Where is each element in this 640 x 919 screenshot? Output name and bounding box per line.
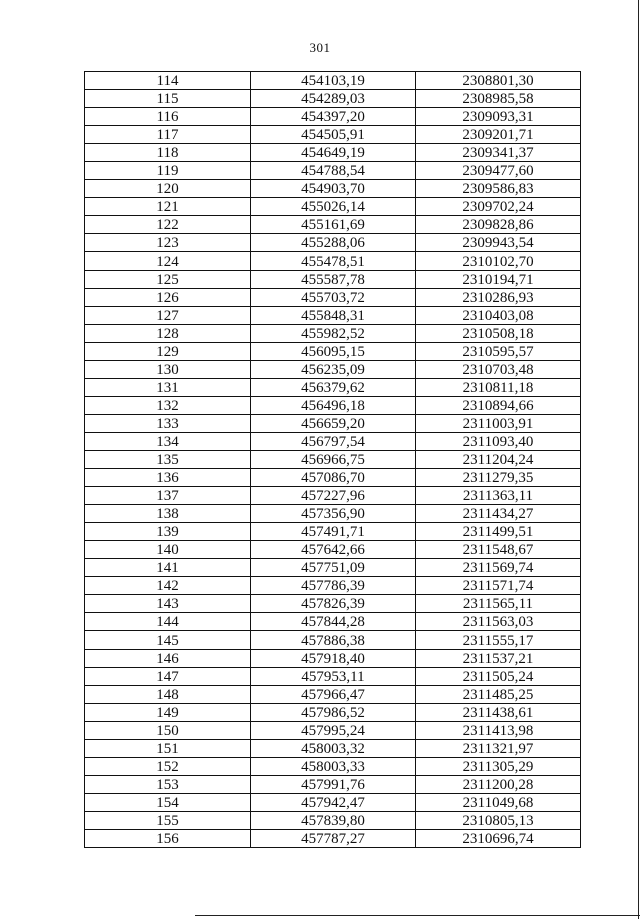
x-coordinate-cell: 455478,51 [251,252,416,270]
table-row [85,108,581,126]
y-coordinate-cell: 2311279,35 [416,469,581,487]
x-coordinate-cell: 457826,39 [251,595,416,613]
x-coordinate-cell: 457786,39 [251,577,416,595]
table-row [85,198,581,216]
y-coordinate-cell: 2311321,97 [416,739,581,757]
x-coordinate-cell: 454289,03 [251,90,416,108]
table-row [85,775,581,793]
point-number-cell: 149 [85,703,251,721]
y-coordinate-cell: 2311563,03 [416,613,581,631]
point-number-cell: 146 [85,649,251,667]
table-row [85,559,581,577]
x-coordinate-cell: 457491,71 [251,523,416,541]
table-row [85,793,581,811]
table-row [85,739,581,757]
x-coordinate-cell: 457086,70 [251,469,416,487]
y-coordinate-cell: 2311093,40 [416,432,581,450]
y-coordinate-cell: 2310508,18 [416,324,581,342]
x-coordinate-cell: 454397,20 [251,108,416,126]
point-number-cell: 148 [85,685,251,703]
x-coordinate-cell: 455587,78 [251,270,416,288]
table-row [85,378,581,396]
point-number-cell: 121 [85,198,251,216]
y-coordinate-cell: 2311049,68 [416,793,581,811]
table-row [85,811,581,829]
table-row [85,396,581,414]
point-number-cell: 135 [85,450,251,468]
y-coordinate-cell: 2310403,08 [416,306,581,324]
point-number-cell: 119 [85,162,251,180]
x-coordinate-cell: 458003,33 [251,757,416,775]
point-number-cell: 136 [85,469,251,487]
y-coordinate-cell: 2309586,83 [416,180,581,198]
x-coordinate-cell: 455848,31 [251,306,416,324]
x-coordinate-cell: 458003,32 [251,739,416,757]
y-coordinate-cell: 2311485,25 [416,685,581,703]
x-coordinate-cell: 455161,69 [251,216,416,234]
point-number-cell: 129 [85,342,251,360]
point-number-cell: 134 [85,432,251,450]
x-coordinate-cell: 454505,91 [251,126,416,144]
y-coordinate-cell: 2310595,57 [416,342,581,360]
x-coordinate-cell: 457918,40 [251,649,416,667]
point-number-cell: 125 [85,270,251,288]
point-number-cell: 118 [85,144,251,162]
x-coordinate-cell: 456797,54 [251,432,416,450]
y-coordinate-cell: 2311434,27 [416,505,581,523]
table-row [85,649,581,667]
x-coordinate-cell: 457886,38 [251,631,416,649]
point-number-cell: 115 [85,90,251,108]
point-number-cell: 141 [85,559,251,577]
y-coordinate-cell: 2311305,29 [416,757,581,775]
table-row [85,360,581,378]
point-number-cell: 128 [85,324,251,342]
point-number-cell: 137 [85,487,251,505]
x-coordinate-cell: 457642,66 [251,541,416,559]
table-row [85,703,581,721]
table-row [85,270,581,288]
table-row [85,505,581,523]
y-coordinate-cell: 2310696,74 [416,829,581,847]
table-row [85,685,581,703]
point-number-cell: 131 [85,378,251,396]
table-row [85,469,581,487]
point-number-cell: 154 [85,793,251,811]
table-row [85,613,581,631]
x-coordinate-cell: 457986,52 [251,703,416,721]
y-coordinate-cell: 2311413,98 [416,721,581,739]
page-number: 301 [309,40,331,55]
point-number-cell: 114 [85,72,251,90]
table-row [85,829,581,847]
x-coordinate-cell: 457356,90 [251,505,416,523]
x-coordinate-cell: 457227,96 [251,487,416,505]
y-coordinate-cell: 2309702,24 [416,198,581,216]
table-row [85,414,581,432]
table-row [85,180,581,198]
point-number-cell: 144 [85,613,251,631]
point-number-cell: 116 [85,108,251,126]
table-row [85,631,581,649]
x-coordinate-cell: 456496,18 [251,396,416,414]
point-number-cell: 126 [85,288,251,306]
y-coordinate-cell: 2310102,70 [416,252,581,270]
point-number-cell: 123 [85,234,251,252]
point-number-cell: 139 [85,523,251,541]
y-coordinate-cell: 2311438,61 [416,703,581,721]
x-coordinate-cell: 456095,15 [251,342,416,360]
y-coordinate-cell: 2308801,30 [416,72,581,90]
x-coordinate-cell: 457942,47 [251,793,416,811]
point-number-cell: 142 [85,577,251,595]
point-number-cell: 117 [85,126,251,144]
table-row [85,72,581,90]
table-row [85,487,581,505]
point-number-cell: 132 [85,396,251,414]
y-coordinate-cell: 2311363,11 [416,487,581,505]
table-row [85,595,581,613]
table-row [85,252,581,270]
y-coordinate-cell: 2309477,60 [416,162,581,180]
y-coordinate-cell: 2311548,67 [416,541,581,559]
y-coordinate-cell: 2309201,71 [416,126,581,144]
y-coordinate-cell: 2311555,17 [416,631,581,649]
point-number-cell: 120 [85,180,251,198]
table-row [85,126,581,144]
coordinates-table-body [85,72,581,848]
point-number-cell: 130 [85,360,251,378]
x-coordinate-cell: 457839,80 [251,811,416,829]
table-row [85,306,581,324]
x-coordinate-cell: 454903,70 [251,180,416,198]
y-coordinate-cell: 2311565,11 [416,595,581,613]
y-coordinate-cell: 2310894,66 [416,396,581,414]
x-coordinate-cell: 455288,06 [251,234,416,252]
y-coordinate-cell: 2311499,51 [416,523,581,541]
x-coordinate-cell: 455982,52 [251,324,416,342]
point-number-cell: 156 [85,829,251,847]
table-row [85,757,581,775]
point-number-cell: 147 [85,667,251,685]
point-number-cell: 138 [85,505,251,523]
x-coordinate-cell: 454103,19 [251,72,416,90]
table-row [85,288,581,306]
x-coordinate-cell: 457991,76 [251,775,416,793]
x-coordinate-cell: 454788,54 [251,162,416,180]
y-coordinate-cell: 2311003,91 [416,414,581,432]
coordinates-table [84,71,581,848]
y-coordinate-cell: 2310811,18 [416,378,581,396]
y-coordinate-cell: 2311204,24 [416,450,581,468]
point-number-cell: 145 [85,631,251,649]
point-number-cell: 152 [85,757,251,775]
y-coordinate-cell: 2310703,48 [416,360,581,378]
x-coordinate-cell: 457751,09 [251,559,416,577]
point-number-cell: 155 [85,811,251,829]
table-row [85,541,581,559]
x-coordinate-cell: 456235,09 [251,360,416,378]
x-coordinate-cell: 456379,62 [251,378,416,396]
table-row [85,523,581,541]
table-row [85,450,581,468]
table-row [85,577,581,595]
point-number-cell: 133 [85,414,251,432]
table-row [85,90,581,108]
y-coordinate-cell: 2310286,93 [416,288,581,306]
x-coordinate-cell: 457995,24 [251,721,416,739]
page-edge-right [638,0,639,919]
y-coordinate-cell: 2309341,37 [416,144,581,162]
point-number-cell: 124 [85,252,251,270]
point-number-cell: 143 [85,595,251,613]
y-coordinate-cell: 2309093,31 [416,108,581,126]
page-edge-bottom [195,915,640,916]
table-row [85,342,581,360]
point-number-cell: 127 [85,306,251,324]
table-row [85,234,581,252]
table-row [85,667,581,685]
x-coordinate-cell: 455703,72 [251,288,416,306]
point-number-cell: 153 [85,775,251,793]
table-row [85,324,581,342]
table-row [85,721,581,739]
table-row [85,144,581,162]
x-coordinate-cell: 454649,19 [251,144,416,162]
x-coordinate-cell: 455026,14 [251,198,416,216]
point-number-cell: 150 [85,721,251,739]
y-coordinate-cell: 2311200,28 [416,775,581,793]
y-coordinate-cell: 2311571,74 [416,577,581,595]
y-coordinate-cell: 2311537,21 [416,649,581,667]
y-coordinate-cell: 2311505,24 [416,667,581,685]
table-row [85,162,581,180]
table-row [85,216,581,234]
y-coordinate-cell: 2310805,13 [416,811,581,829]
y-coordinate-cell: 2308985,58 [416,90,581,108]
point-number-cell: 122 [85,216,251,234]
y-coordinate-cell: 2309943,54 [416,234,581,252]
point-number-cell: 140 [85,541,251,559]
x-coordinate-cell: 457787,27 [251,829,416,847]
table-row [85,432,581,450]
point-number-cell: 151 [85,739,251,757]
x-coordinate-cell: 457953,11 [251,667,416,685]
y-coordinate-cell: 2311569,74 [416,559,581,577]
x-coordinate-cell: 457844,28 [251,613,416,631]
y-coordinate-cell: 2309828,86 [416,216,581,234]
y-coordinate-cell: 2310194,71 [416,270,581,288]
x-coordinate-cell: 456966,75 [251,450,416,468]
x-coordinate-cell: 457966,47 [251,685,416,703]
x-coordinate-cell: 456659,20 [251,414,416,432]
